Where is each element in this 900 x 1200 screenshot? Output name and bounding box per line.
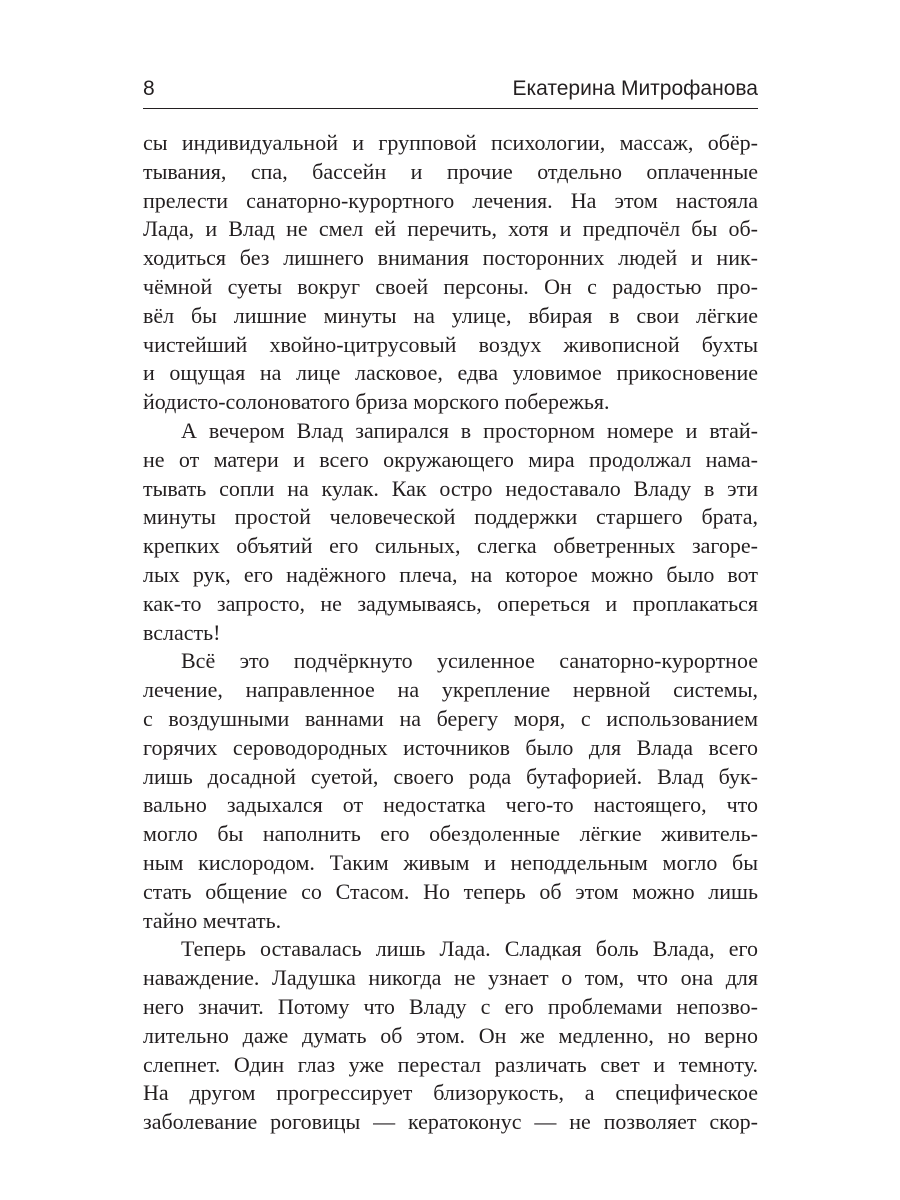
text-line: лечение, направленное на укрепление нервной системы, bbox=[143, 677, 758, 703]
header-author: Екатерина Митрофанова bbox=[512, 77, 758, 100]
text-line: заболевание роговицы — кератоконус — не позволяет скор- bbox=[143, 1109, 758, 1135]
text-line: как-то запросто, не задумываясь, опереться и проплакаться bbox=[143, 590, 758, 616]
text-line: лительно даже думать об этом. Он же медленно, но верно bbox=[143, 1022, 758, 1048]
text-line: лых рук, его надёжного плеча, на которое можно было вот bbox=[143, 561, 758, 587]
text-line: Лада, и Влад не смел ей перечить, хотя и предпочёл бы об- bbox=[143, 216, 758, 242]
text-line: йодисто-солоноватого бриза морского побережья. bbox=[143, 389, 610, 415]
text-line: ным кислородом. Таким живым и неподдельным могло бы bbox=[143, 849, 758, 875]
paragraph bbox=[143, 129, 758, 417]
page-number: 8 bbox=[143, 77, 155, 100]
text-line: вально задыхался от недостатка чего-то настоящего, что bbox=[143, 792, 758, 818]
text-line: минуты простой человеческой поддержки старшего брата, bbox=[143, 504, 758, 530]
body-text bbox=[143, 129, 758, 1137]
paragraph bbox=[143, 417, 758, 647]
header-rule bbox=[143, 108, 758, 109]
text-line: стать общение со Стасом. Но теперь об этом можно лишь bbox=[143, 878, 758, 904]
text-line: наваждение. Ладушка никогда не узнает о том, что она для bbox=[143, 965, 758, 991]
text-line: сы индивидуальной и групповой психологии, массаж, обёр- bbox=[143, 130, 758, 155]
text-line: Всё это подчёркнуто усиленное санаторно-курортное bbox=[181, 648, 758, 674]
text-line: крепких объятий его сильных, слегка обветренных загоре- bbox=[143, 533, 758, 559]
text-line: горячих сероводородных источников было для Влада всего bbox=[143, 734, 758, 760]
text-line: На другом прогрессирует близорукость, а специфическое bbox=[143, 1080, 758, 1106]
text-line: не от матери и всего окружающего мира продолжал нама- bbox=[143, 446, 758, 472]
text-line: могло бы наполнить его обездоленные лёгкие живитель- bbox=[143, 821, 758, 847]
text-line: тывать сопли на кулак. Как остро недоставало Владу в эти bbox=[143, 475, 758, 501]
text-line: с воздушными ваннами на берегу моря, с использованием bbox=[143, 705, 758, 731]
text-line: всласть! bbox=[143, 619, 221, 645]
text-line: вёл бы лишние минуты на улице, вбирая в свои лёгкие bbox=[143, 302, 758, 328]
text-line: ходиться без лишнего внимания посторонних людей и ник- bbox=[143, 245, 758, 271]
paragraph bbox=[143, 647, 758, 935]
text-line: чистейший хвойно-цитрусовый воздух живописной бухты bbox=[143, 331, 758, 357]
text-line: прелести санаторно-курортного лечения. На этом настояла bbox=[143, 187, 758, 213]
text-line: лишь досадной суетой, своего рода бутафорией. Влад бук- bbox=[143, 763, 758, 789]
running-head bbox=[143, 72, 758, 106]
text-line: тайно мечтать. bbox=[143, 907, 282, 933]
text-line: тывания, спа, бассейн и прочие отдельно оплаченные bbox=[143, 158, 758, 184]
text-line: слепнет. Один глаз уже перестал различать свет и темноту. bbox=[143, 1051, 758, 1077]
text-line: чёмной суеты вокруг своей персоны. Он с радостью про- bbox=[143, 273, 758, 299]
text-line: него значит. Потому что Владу с его проблемами непозво- bbox=[143, 993, 758, 1019]
text-line: и ощущая на лице ласковое, едва уловимое прикосновение bbox=[143, 360, 758, 386]
text-line: А вечером Влад запирался в просторном номере и втай- bbox=[181, 417, 758, 443]
text-line: Теперь оставалась лишь Лада. Сладкая боль Влада, его bbox=[181, 936, 758, 962]
paragraph bbox=[143, 935, 758, 1137]
